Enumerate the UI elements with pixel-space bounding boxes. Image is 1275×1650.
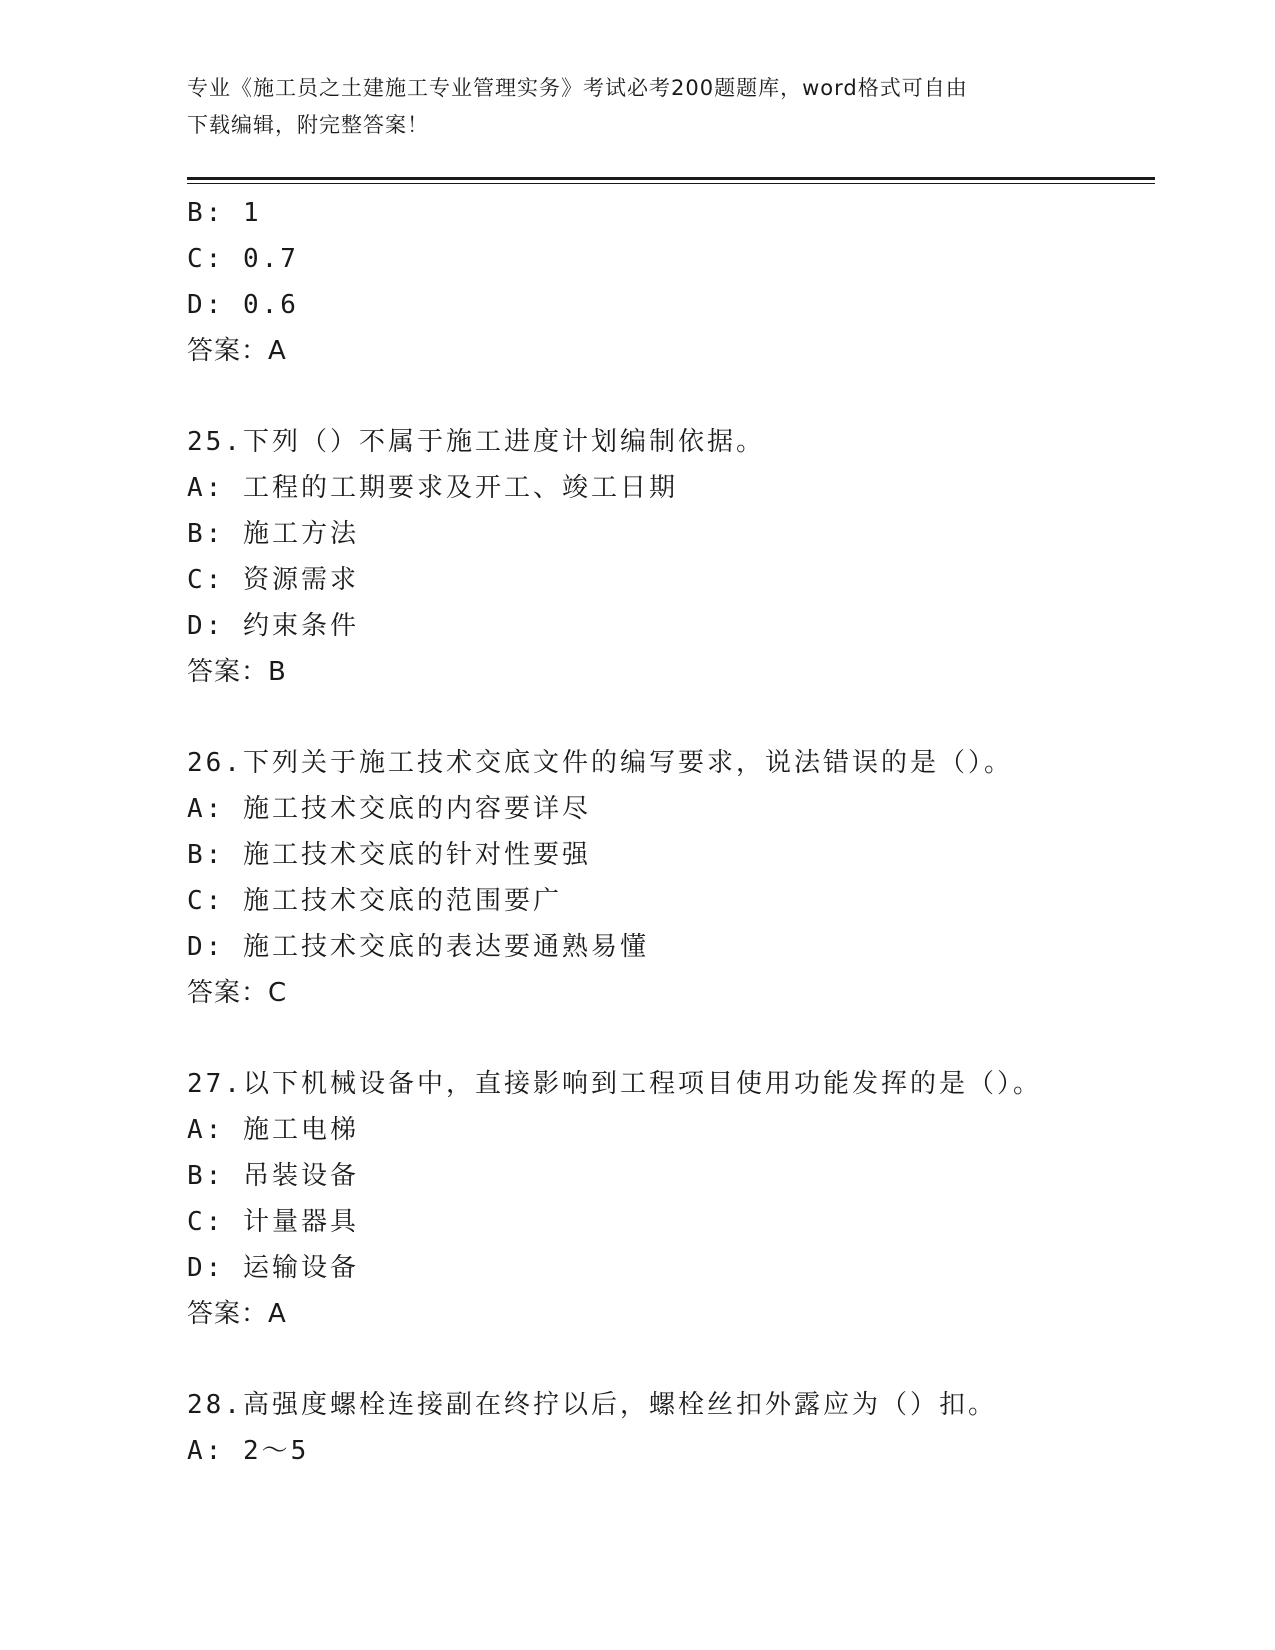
answer: 答案：A: [187, 1299, 287, 1329]
question-stem: 27.以下机械设备中，直接影响到工程项目使用功能发挥的是（）。: [187, 1069, 1042, 1099]
question-stem: 26.下列关于施工技术交底文件的编写要求，说法错误的是（）。: [187, 748, 1013, 778]
option-b: B: 吊装设备: [187, 1161, 359, 1191]
header-divider: [187, 177, 1155, 180]
answer: 答案：C: [187, 978, 288, 1008]
header-divider-thin: [187, 183, 1155, 184]
header-line-2: 下载编辑，附完整答案！: [187, 113, 429, 137]
option-c: C: 0.7: [187, 244, 299, 274]
option-a: A: 工程的工期要求及开工、竣工日期: [187, 473, 678, 503]
answer: 答案：A: [187, 336, 287, 366]
question-block-24: [187, 190, 1155, 374]
header-line-1: 专业《施工员之土建施工专业管理实务》考试必考200题题库，word格式可自由: [187, 76, 968, 100]
option-d: D: 运输设备: [187, 1253, 359, 1283]
page-header: [187, 70, 1087, 144]
question-block-26: [187, 740, 1155, 1016]
option-b: B: 施工技术交底的针对性要强: [187, 840, 591, 870]
option-a: A: 2～5: [187, 1436, 310, 1466]
question-block-27: [187, 1061, 1155, 1337]
option-d: D: 施工技术交底的表达要通熟易懂: [187, 932, 649, 962]
question-list: [187, 190, 1155, 1474]
question-block-25: [187, 419, 1155, 695]
question-stem: 25.下列（）不属于施工进度计划编制依据。: [187, 427, 765, 457]
question-block-28: [187, 1382, 1155, 1474]
answer: 答案：B: [187, 657, 287, 687]
option-c: C: 资源需求: [187, 565, 359, 595]
question-stem: 28.高强度螺栓连接副在终拧以后，螺栓丝扣外露应为（）扣。: [187, 1390, 997, 1420]
option-a: A: 施工技术交底的内容要详尽: [187, 794, 591, 824]
option-a: A: 施工电梯: [187, 1115, 359, 1145]
option-c: C: 计量器具: [187, 1207, 359, 1237]
option-d: D: 约束条件: [187, 611, 359, 641]
option-c: C: 施工技术交底的范围要广: [187, 886, 562, 916]
option-d: D: 0.6: [187, 290, 299, 320]
option-b: B: 1: [187, 198, 262, 228]
option-b: B: 施工方法: [187, 519, 359, 549]
